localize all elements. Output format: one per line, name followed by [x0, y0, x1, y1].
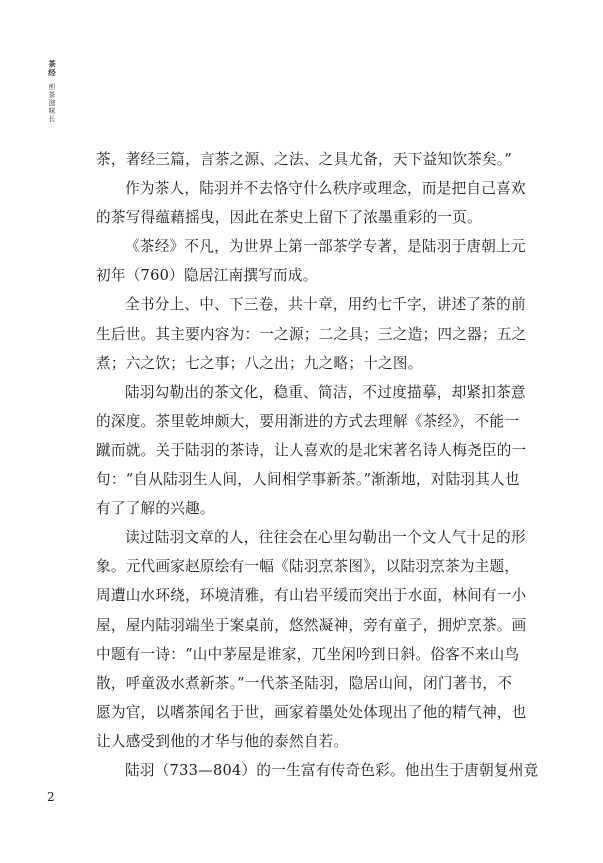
page-number: 2: [47, 790, 55, 804]
text-line: 的深度。茶里乾坤颇大，要用渐进的方式去理解《茶经》，不能一: [96, 412, 520, 430]
text-line: 初年（760）隐居江南撰写而成。: [96, 267, 318, 285]
paragraph: [96, 378, 527, 523]
text-line: 作为茶人，陆羽并不去恪守什么秩序或理念，而是把自己喜欢: [125, 180, 526, 198]
paragraph: [96, 523, 527, 756]
paragraph: [96, 174, 526, 232]
chapter-title: 煎茶滋味长: [48, 83, 56, 123]
running-head: [47, 60, 57, 123]
text-line: 象。元代画家赵原绘有一幅《陆羽烹茶图》，以陆羽烹茶为主题，: [96, 558, 520, 576]
paragraph: [96, 145, 513, 174]
text-line: 散，呼童汲水煮新茶。”一代茶圣陆羽，隐居山间，闭门著书，不: [96, 674, 513, 692]
text-line: 的茶写得蕴藉摇曳，因此在茶史上留下了浓墨重彩的一页。: [96, 209, 482, 227]
text-line: 中题有一诗：“山中茅屋是谁家，兀坐闲吟到日斜。俗客不来山鸟: [96, 645, 520, 663]
paragraph: [96, 756, 539, 785]
text-line: 周遭山水环绕，环境清雅，有山岩平缓而突出于水面，林间有一小: [96, 587, 527, 605]
book-title: 茶经: [47, 60, 57, 77]
body-text: [96, 145, 539, 785]
text-line: 茶，著经三篇，言茶之源、之法、之具尤备，天下益知饮茶矣。”: [96, 151, 513, 168]
text-line: 陆羽（733—804）的一生富有传奇色彩。他出生于唐朝复州竟: [125, 761, 539, 779]
text-line: 愿为官，以嗜茶闻名于世，画家着墨处处体现出了他的精气神，也: [96, 703, 527, 721]
text-line: 句：“自从陆羽生人间，人间相学事新茶。”渐渐地，对陆羽其人也: [96, 471, 520, 489]
text-line: 读过陆羽文章的人，往往会在心里勾勒出一个文人气十足的形: [125, 529, 526, 547]
text-line: 生后世。其主要内容为：一之源；二之具；三之造；四之器；五之: [96, 325, 527, 343]
text-line: 煮；六之饮；七之事；八之出；九之略；十之图。: [96, 354, 423, 372]
paragraph: [96, 290, 527, 377]
text-line: 屋，屋内陆羽端坐于案桌前，悠然凝神，旁有童子，拥炉烹茶。画: [96, 616, 527, 634]
text-line: 蹴而就。关于陆羽的茶诗，让人喜欢的是北宋著名诗人梅尧臣的一: [96, 441, 527, 459]
text-line: 让人感受到他的才华与他的泰然自若。: [96, 732, 349, 750]
paragraph: [96, 232, 526, 290]
text-line: 有了了解的兴趣。: [96, 500, 215, 518]
text-line: 全书分上、中、下三卷，共十章，用约七千字，讲述了茶的前: [125, 296, 526, 314]
text-line: 《茶经》不凡，为世界上第一部茶学专著，是陆羽于唐朝上元: [125, 238, 526, 256]
text-line: 陆羽勾勒出的茶文化，稳重、简洁，不过度描摹，却紧扣茶意: [125, 383, 526, 401]
